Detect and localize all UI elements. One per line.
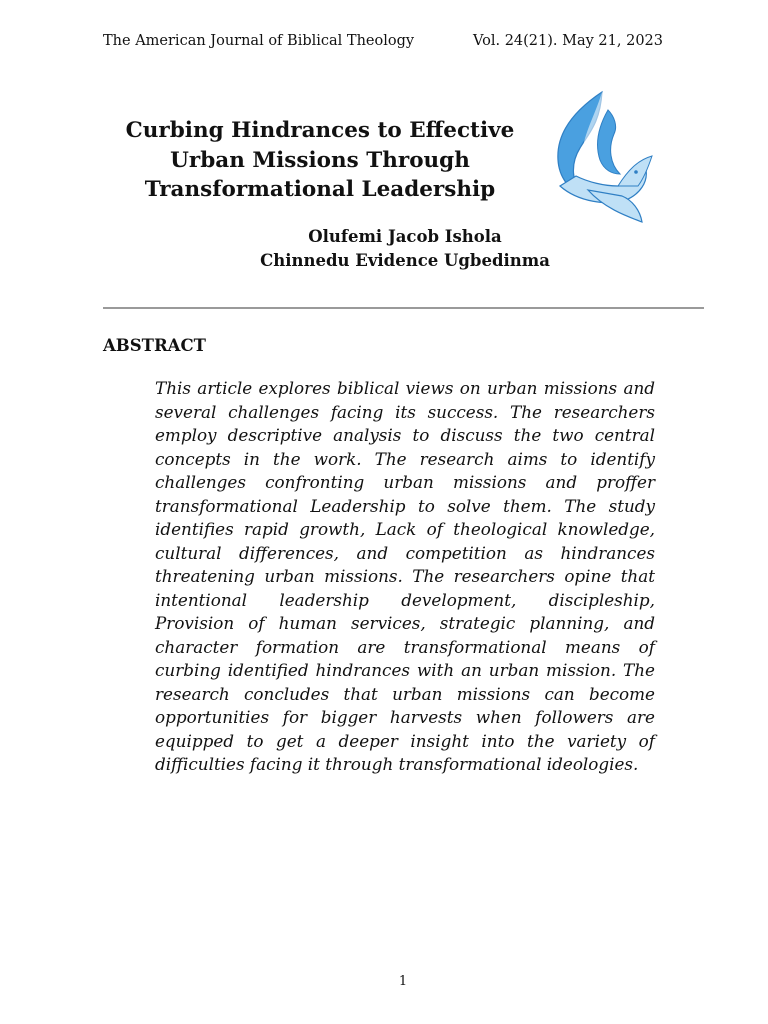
running-header bbox=[103, 33, 663, 49]
page-number: 1 bbox=[398, 974, 408, 989]
author-name: Olufemi Jacob Ishola bbox=[308, 227, 502, 246]
title-line-1: Curbing Hindrances to Effective bbox=[125, 118, 515, 143]
author-list bbox=[240, 225, 570, 272]
abstract-heading: ABSTRACT bbox=[103, 336, 206, 355]
article-title bbox=[100, 116, 540, 205]
volume-info: Vol. 24(21). May 21, 2023 bbox=[472, 33, 663, 49]
journal-name: The American Journal of Biblical Theology bbox=[103, 33, 415, 49]
title-line-3: Transformational Leadership bbox=[144, 177, 496, 202]
dove-flame-logo-icon bbox=[548, 90, 654, 224]
abstract-text: This article explores biblical views on urban missions and several challenges facing its success. The researchers employ descriptive analysis to discuss the two central concepts in the work. The research aims to identify challenges confronting urban missions and proffer transformational Leadership to solve them. The study identifies rapid growth, Lack of theological knowledge, cultural differences, and competition as hindrances threatening urban missions. The researchers opine that intentional leadership development, discipleship, Provision of human services, strategic planning, and character formation are transformational means of curbing identified hindrances with an urban mission. The research concludes that urban missions can become opportunities for bigger harvests when followers are equipped to get a deeper insight into the variety of difficulties facing it through transformational ideologies. bbox=[155, 378, 655, 774]
author-name: Chinnedu Evidence Ugbedinma bbox=[260, 250, 550, 270]
title-line-2: Urban Missions Through bbox=[170, 147, 470, 173]
divider-rule bbox=[103, 307, 704, 309]
